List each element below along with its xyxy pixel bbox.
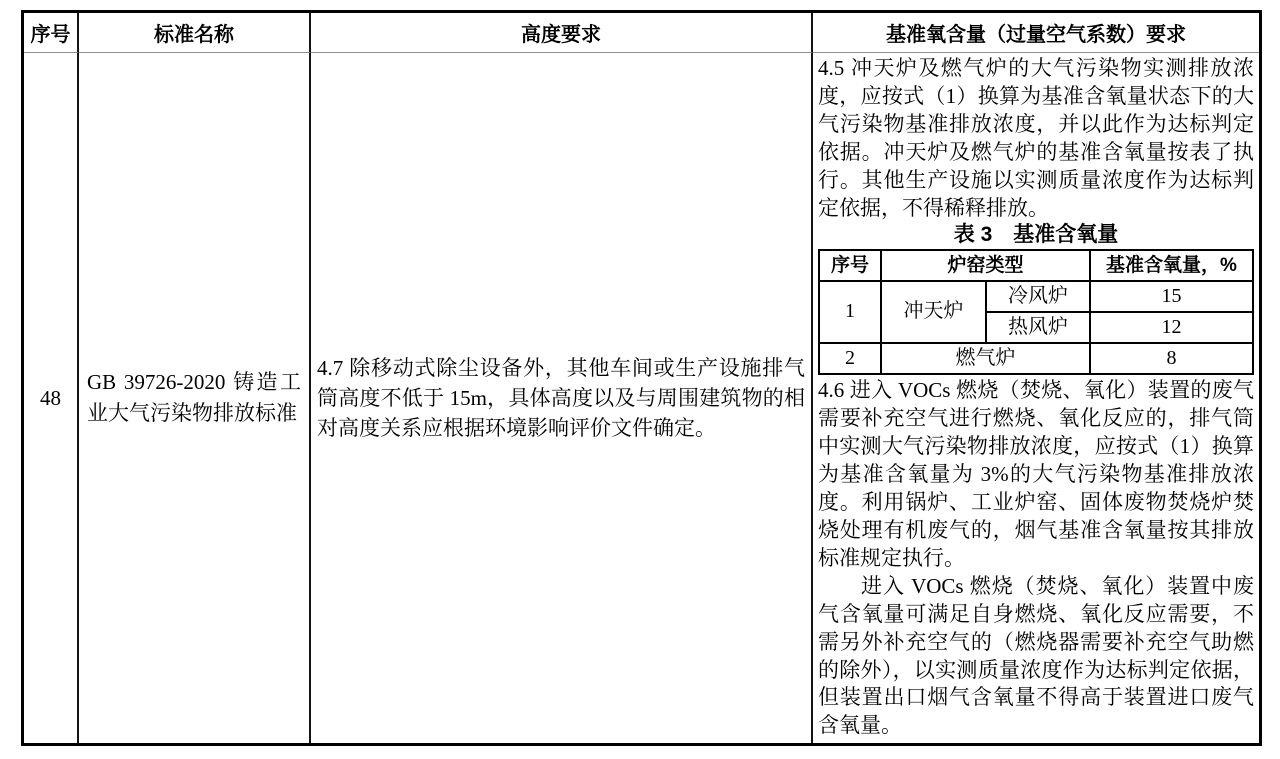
paragraph-4-5: 4.5 冲天炉及燃气炉的大气污染物实测排放浓度，应按式（1）换算为基准含氧量状态下的大气污染物基准排放浓度，并以此作为达标判定依据。冲天炉及燃气炉的基准含氧量按表了执行。其他生产设施以实测质量浓度作为达标判定依据，不得稀释排放。 [818,56,1254,220]
table3-cell-subtype-hot: 热风炉 [986,312,1090,343]
header-standard-name [79,13,311,53]
header-standard-name-label: 标准名称 [154,24,234,46]
row-number: 48 [40,385,61,410]
table3-cell-value-15: 15 [1090,281,1253,312]
table3-header-no: 序号 [819,250,881,281]
paragraph-4-6: 4.6 进入 VOCs 燃烧（焚烧、氧化）装置的废气需要补充空气进行燃烧、氧化反应的，排气筒中实测大气污染物排放浓度，应按式（1）换算为基准含氧量为 3%的大气污染物基准排放浓度。利用锅炉、工业炉窑、固体废物焚烧炉焚烧处理有机废气的，烟气基准含氧量按其排放标准规定执行。 [818,378,1254,570]
table3-cell-no-2: 2 [819,343,881,374]
table3-cell-type-gas: 燃气炉 [881,343,1090,374]
header-no-label: 序号 [30,24,71,46]
header-height-requirement [311,13,813,53]
table3-header-row [819,250,1253,281]
height-requirement-cell [311,53,813,743]
standards-table [21,10,1262,746]
standard-name-cell [79,53,311,743]
table3-cell-subtype-cold: 冷风炉 [986,281,1090,312]
oxygen-requirement-cell [813,53,1259,743]
table3-header-type: 炉窑类型 [881,250,1090,281]
table3-baseline-oxygen [818,249,1254,375]
table3-cell-value-8: 8 [1090,343,1253,374]
height-requirement-text: 4.7 除移动式除尘设备外，其他车间或生产设施排气筒高度不低于 15m，具体高度以及与周围建筑物的相对高度关系应根据环境影响评价文件确定。 [317,356,805,440]
table3-header-value: 基准含氧量，% [1090,250,1253,281]
header-height-requirement-label: 高度要求 [521,24,601,46]
table3-row-gas-furnace [819,343,1253,374]
table3-cell-type-cupola: 冲天炉 [881,281,986,343]
header-oxygen-requirement [813,13,1259,53]
table3-cell-value-12: 12 [1090,312,1253,343]
header-no [24,13,79,53]
table3-row-cupola-cold [819,281,1253,312]
table3-cell-no-1: 1 [819,281,881,343]
table3-title: 表 3 基准含氧量 [953,223,1119,247]
standard-name-text: GB 39726-2020 铸造工业大气污染物排放标准 [87,370,301,425]
header-oxygen-requirement-label: 基准氧含量（过量空气系数）要求 [886,24,1186,46]
row-number-cell [24,53,79,743]
paragraph-4-6-continued: 进入 VOCs 燃烧（焚烧、氧化）装置中废气含氧量可满足自身燃烧、氧化反应需要，不需另外补充空气的（燃烧器需要补充空气助燃的除外），以实测质量浓度作为达标判定依据，但装置出口烟气含氧量不得高于装置进口废气含氧量。 [818,573,1254,738]
